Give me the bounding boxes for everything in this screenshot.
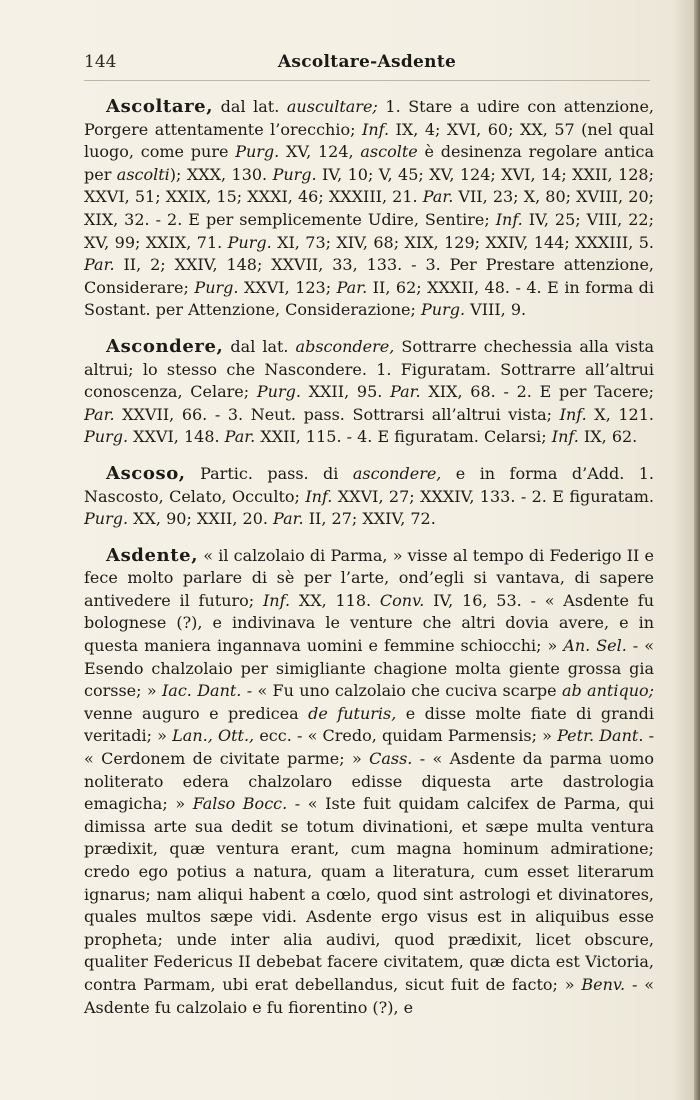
italic-run: Par. bbox=[390, 382, 421, 402]
italic-run: Purg. bbox=[227, 232, 272, 252]
italic-run: Cass. bbox=[369, 749, 413, 769]
page-number: 144 bbox=[84, 52, 117, 72]
entry-body bbox=[84, 546, 654, 1017]
text-run: IX, 4; XVI, 60; XX, 57 (nel qual luogo, come pure bbox=[84, 119, 654, 162]
italic-run: Par. bbox=[422, 187, 454, 207]
italic-run: Par. bbox=[273, 509, 304, 529]
italic-run: Par. bbox=[224, 427, 256, 447]
italic-run: Purg. bbox=[272, 164, 317, 184]
italic-run: Inf. bbox=[551, 427, 579, 447]
italic-run: Inf. bbox=[362, 119, 390, 139]
text-run: VIII, 9. bbox=[465, 300, 527, 320]
italic-run: ascolti bbox=[116, 164, 170, 184]
italic-run: Par. bbox=[336, 277, 368, 297]
italic-run: Inf. bbox=[559, 404, 587, 424]
entry-ascoltare bbox=[84, 96, 654, 322]
entry-asdente bbox=[84, 545, 654, 1019]
text-run: Partic. pass. di bbox=[185, 463, 353, 483]
text-run: XXVI, 27; XXXIV, 133. - 2. E figuratam. bbox=[332, 486, 655, 506]
text-run: XXII, 115. - 4. E figuratam. Celarsi; bbox=[255, 427, 552, 447]
text-run: IV, 16, 53. - « Asdente fu bolognese (?), e indivinava le venture che altri dovia avere, e in questa maniera ingannava uomini e femmine schiocchi; » bbox=[84, 590, 655, 656]
text-run: XXVII, 66. - 3. Neut. pass. Sottrarsi all’altrui vista; bbox=[114, 404, 560, 424]
text-run: e disse molte fiate di grandi veritadi; » bbox=[84, 703, 654, 746]
headword: Ascondere, bbox=[106, 335, 224, 357]
text-run: XI, 73; XIV, 68; XIX, 129; XXIV, 144; XXXIII, 5. bbox=[271, 232, 655, 252]
italic-run: Par. bbox=[84, 255, 115, 275]
entry-ascoso bbox=[84, 463, 654, 531]
text-run: XX, 90; XXII, 20. bbox=[128, 509, 274, 529]
running-title: Ascoltare-Asdente bbox=[277, 52, 457, 72]
italic-run: Inf. bbox=[262, 590, 291, 610]
page-edge bbox=[694, 0, 700, 1100]
text-run: è desinenza regolare antica per bbox=[84, 142, 654, 184]
text-run: IX, 62. bbox=[578, 427, 638, 447]
italic-run: abscondere, bbox=[295, 336, 395, 356]
italic-run: Purg. bbox=[421, 300, 466, 320]
italic-run: Purg. bbox=[235, 142, 280, 162]
entry-ascondere bbox=[84, 336, 654, 449]
text-run: II, 62; XXXII, 48. - 4. E in forma di Sostant. per Attenzione, Considerazione; bbox=[84, 277, 654, 320]
text-run: IV, 10; V, 45; XV, 124; XVI, 14; XXII, 128; XXVI, 51; XXIX, 15; XXXI, 46; XXXIII, 21. bbox=[84, 164, 654, 207]
text-run: - « Cerdonem de civitate parme; » bbox=[84, 726, 655, 769]
text-run: venne auguro e predicea bbox=[84, 703, 309, 723]
italic-run: Conv. bbox=[379, 590, 425, 610]
text-run: XXVI, 123; bbox=[238, 277, 337, 297]
text-run: VII, 23; X, 80; XVIII, 20; XIX, 32. - 2. E per semplicemente Udire, Sentire; bbox=[84, 187, 655, 229]
italic-run: Purg. bbox=[84, 509, 129, 529]
headword: Ascoltare, bbox=[106, 96, 214, 117]
italic-run: Par. bbox=[84, 404, 115, 424]
text-run: XX, 118. bbox=[290, 590, 380, 610]
italic-run: An. Sel. bbox=[563, 636, 627, 656]
italic-run: Purg. bbox=[84, 427, 129, 447]
text-run: - « Esendo chalzolaio per simigliante chagione molta giente grossa gia corsse; » bbox=[84, 636, 654, 701]
headword: Ascoso, bbox=[106, 462, 186, 484]
text-run: XXII, 95. bbox=[300, 382, 391, 402]
text-run: - « Fu uno calzolaio che cuciva scarpe bbox=[241, 681, 562, 701]
italic-run: Purg. bbox=[256, 382, 301, 402]
text-run: ); XXX, 130. bbox=[169, 164, 273, 184]
text-run: ecc. - « Credo, quidam Parmensis; » bbox=[254, 726, 558, 746]
headword: Asdente, bbox=[106, 544, 199, 566]
italic-run: Falso Bocc. bbox=[192, 794, 288, 814]
text-run: II, 27; XXIV, 72. bbox=[303, 509, 436, 529]
text-run: e in forma d’Add. 1. Nascosto, Celato, Occulto; bbox=[84, 463, 655, 506]
italic-run: Lan., Ott., bbox=[172, 726, 255, 746]
italic-run: Petr. Dant. bbox=[557, 726, 644, 746]
italic-run: ascolte bbox=[360, 142, 418, 162]
text-run: 1. Stare a udire con attenzione, Porgere attentamente l’orecchio; bbox=[84, 97, 654, 139]
text-run: dal lat. bbox=[223, 336, 296, 356]
italic-run: de futuris, bbox=[308, 703, 397, 723]
text-run: XIX, 68. - 2. E per Tacere; bbox=[420, 382, 655, 402]
text-run: XV, 124, bbox=[279, 142, 361, 162]
page-header bbox=[84, 52, 650, 76]
italic-run: ascondere, bbox=[352, 463, 442, 483]
italic-run: Iac. Dant. bbox=[161, 681, 242, 701]
header-rule bbox=[84, 80, 650, 81]
text-run: - « Asdente fu calzolaio e fu fiorentino (?), e bbox=[84, 974, 654, 1017]
text-run: II, 2; XXIV, 148; XXVII, 33, 133. - 3. Per Prestare attenzione, Considerare; bbox=[84, 255, 654, 297]
text-run: - « Iste fuit quidam calcifex de Parma, qui dimissa arte sua dedit se totum divinationi, et sæpe multa ventura prædixit, quæ ventura erant, cum magna hominum admiratione; credo ego potius a natura, quam a literatura, cum esset literarum ignarus; nam aliqui habent a cœlo, quod sint astrologi et divinatores, quales multos sæpe vidi. Asdente ergo visus est in aliquibus esse propheta; unde inter alia audivi, quod prædixit, licet obscure, qualiter Federicus II debebat facere civitatem, quæ dicta est Victoria, contra Parmam, ubi erat debellandus, sicut fuit de facto; » bbox=[84, 794, 654, 994]
text-run: - « Asdente da parma uomo noliterato edera chalzolaro edisse diquesta arte dastrologia emagicha; » bbox=[84, 749, 654, 814]
italic-run: Inf. bbox=[305, 486, 333, 506]
italic-run: Inf. bbox=[495, 209, 523, 229]
dictionary-text bbox=[84, 96, 654, 1033]
text-run: Sottrarre chechessia alla vista altrui; lo stesso che Nascondere. 1. Figuratam. Sottrarre all’altrui conoscenza, Celare; bbox=[84, 336, 655, 402]
italic-run: Benv. bbox=[581, 974, 626, 994]
italic-run: ab antiquo; bbox=[561, 681, 655, 701]
italic-run: auscultare; bbox=[286, 97, 378, 116]
text-run: « il calzolaio di Parma, » visse al tempo di Federigo II e fece molto parlare di sè per l’arte, ond’egli si vantava, di sapere antivedere il futuro; bbox=[84, 545, 654, 610]
text-run: X, 121. bbox=[586, 404, 654, 424]
text-run: IV, 25; VIII, 22; XV, 99; XXIX, 71. bbox=[84, 209, 654, 252]
text-run: dal lat. bbox=[213, 97, 287, 116]
entry-body bbox=[84, 97, 654, 319]
italic-run: Purg. bbox=[194, 277, 239, 297]
text-run: XXVI, 148. bbox=[128, 427, 225, 447]
